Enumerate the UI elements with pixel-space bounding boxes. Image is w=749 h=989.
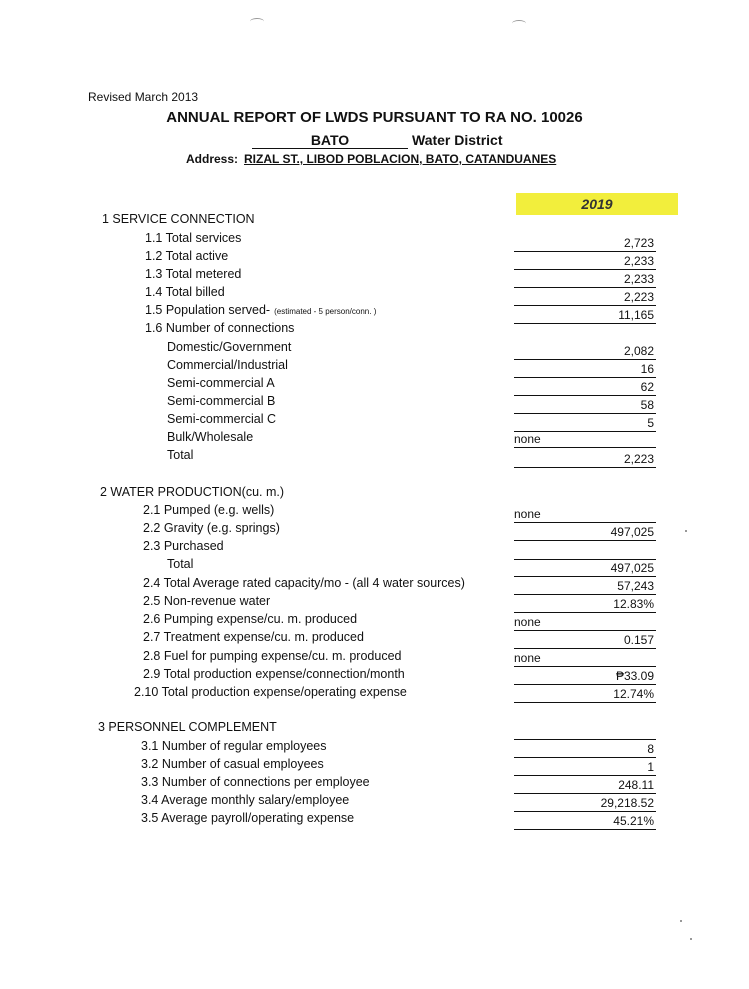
row-label: 2.5 Non-revenue water	[143, 594, 271, 608]
row-value: 497,025	[514, 560, 656, 577]
row-value: 5	[514, 415, 656, 432]
row-label: 3.5 Average payroll/operating expense	[141, 811, 355, 825]
address-label: Address:	[186, 152, 239, 166]
row-value: 29,218.52	[514, 795, 656, 812]
row-label: Commercial/Industrial	[167, 358, 288, 372]
report-title: ANNUAL REPORT OF LWDS PURSUANT TO RA NO. 10026	[166, 109, 583, 126]
row-label: 3.2 Number of casual employees	[141, 757, 324, 771]
row-value: 2,723	[514, 235, 656, 252]
scan-mark	[512, 20, 526, 27]
row-label: Total	[167, 448, 194, 462]
row-label: 3.1 Number of regular employees	[141, 739, 327, 753]
row-value: 12.83%	[514, 596, 656, 613]
row-value: 62	[514, 379, 656, 396]
row-label: Semi-commercial B	[167, 394, 276, 408]
row-label: 1.2 Total active	[145, 249, 229, 263]
row-value: ₱33.09	[514, 668, 656, 685]
row-value: 58	[514, 397, 656, 414]
row-value: 11,165	[514, 307, 656, 324]
row-label: 2.7 Treatment expense/cu. m. produced	[143, 630, 364, 644]
row-value: none	[514, 650, 656, 667]
row-label: 2.10 Total production expense/operating expense	[134, 685, 407, 699]
row-label: 1.1 Total services	[145, 231, 242, 245]
revision-note: Revised March 2013	[88, 90, 199, 104]
row-value: 1	[514, 759, 656, 776]
row-value: 248.11	[514, 777, 656, 794]
section-title: 2 WATER PRODUCTION(cu. m.)	[100, 485, 285, 499]
row-value: 8	[514, 741, 656, 758]
row-value: 16	[514, 361, 656, 378]
scan-speck	[680, 920, 682, 922]
row-label: 2.2 Gravity (e.g. springs)	[143, 521, 280, 535]
row-value: 57,243	[514, 578, 656, 595]
row-label: Domestic/Government	[167, 340, 292, 354]
row-label: 3.3 Number of connections per employee	[141, 775, 370, 789]
row-label: 1.4 Total billed	[145, 285, 225, 299]
section-title: 3 PERSONNEL COMPLEMENT	[98, 720, 277, 734]
district-line	[252, 132, 503, 149]
row-label: 2.6 Pumping expense/cu. m. produced	[143, 612, 358, 626]
year-label: 2019	[581, 196, 613, 212]
row-value: 12.74%	[514, 686, 656, 703]
row-label: 2.9 Total production expense/connection/month	[143, 667, 405, 681]
row-value: 2,233	[514, 253, 656, 270]
row-label: Bulk/Wholesale	[167, 430, 254, 444]
row-label: 1.3 Total metered	[145, 267, 242, 281]
row-label: Semi-commercial A	[167, 376, 275, 390]
row-label: 2.3 Purchased	[143, 539, 224, 553]
row-label	[145, 303, 376, 317]
row-value: 497,025	[514, 524, 656, 541]
row-label: 2.8 Fuel for pumping expense/cu. m. produced	[143, 649, 402, 663]
row-label: 1.6 Number of connections	[145, 321, 295, 335]
row-value: none	[514, 506, 656, 523]
row-value: 0.157	[514, 632, 656, 649]
row-label: Semi-commercial C	[167, 412, 277, 426]
row-label: 2.4 Total Average rated capacity/mo - (all 4 water sources)	[143, 576, 465, 590]
section-title: 1 SERVICE CONNECTION	[102, 212, 255, 226]
address-value: RIZAL ST., LIBOD POBLACION, BATO, CATANDUANES	[244, 152, 557, 166]
row-label-note: (estimated - 5 person/conn. )	[274, 307, 377, 316]
year-header	[516, 193, 678, 215]
row-value: 45.21%	[514, 813, 656, 830]
row-value: 2,082	[514, 343, 656, 360]
row-label: 2.1 Pumped (e.g. wells)	[143, 503, 275, 517]
scan-speck	[685, 530, 687, 532]
row-value: none	[514, 431, 656, 448]
row-value: 2,233	[514, 271, 656, 288]
scan-speck	[690, 938, 692, 940]
row-value: 2,223	[514, 451, 656, 468]
row-label: 3.4 Average monthly salary/employee	[141, 793, 350, 807]
district-name: BATO	[252, 132, 408, 149]
row-value: 2,223	[514, 289, 656, 306]
row-label-text: 1.5 Population served-	[145, 303, 271, 317]
scan-mark	[250, 18, 264, 25]
row-value: none	[514, 614, 656, 631]
district-suffix: Water District	[412, 132, 503, 148]
address-line	[186, 152, 556, 166]
blank-value-line	[514, 738, 656, 740]
row-label: Total	[167, 557, 194, 571]
